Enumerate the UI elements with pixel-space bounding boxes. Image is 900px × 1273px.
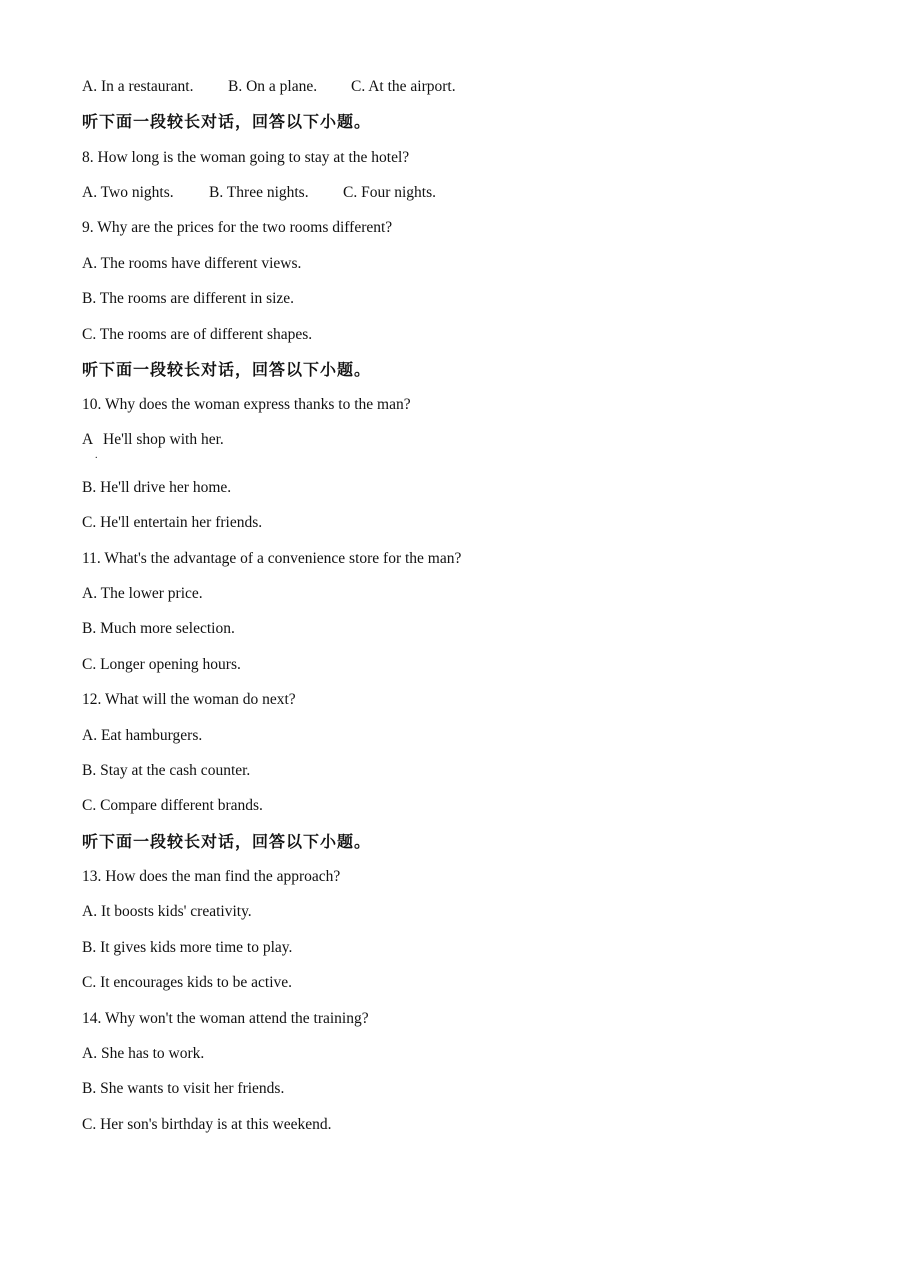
q12-question: 12. What will the woman do next? xyxy=(82,691,296,708)
q12-option-a: A. Eat hamburgers. xyxy=(82,727,203,744)
q14-option-c: C. Her son's birthday is at this weekend. xyxy=(82,1116,332,1133)
q9-option-c: C. The rooms are of different shapes. xyxy=(82,326,313,343)
q8-option-c: C. Four nights. xyxy=(343,184,437,201)
q9-question: 9. Why are the prices for the two rooms different? xyxy=(82,219,393,236)
q11-option-c: C. Longer opening hours. xyxy=(82,656,241,673)
q10-question: 10. Why does the woman express thanks to the man? xyxy=(82,396,411,413)
q10-option-c: C. He'll entertain her friends. xyxy=(82,514,263,531)
q14-question: 14. Why won't the woman attend the training? xyxy=(82,1010,369,1027)
q12-option-b: B. Stay at the cash counter. xyxy=(82,762,251,779)
q8-options-row xyxy=(82,183,437,203)
q13-option-b: B. It gives kids more time to play. xyxy=(82,939,293,956)
q14-option-a: A. She has to work. xyxy=(82,1045,205,1062)
q8-option-a: A. Two nights. xyxy=(82,184,174,201)
q10-stray-dot: . xyxy=(95,450,98,461)
q8-option-b: B. Three nights. xyxy=(209,184,309,201)
q9-option-b: B. The rooms are different in size. xyxy=(82,290,295,307)
q7-option-a: A. In a restaurant. xyxy=(82,78,194,95)
q10-option-a xyxy=(82,430,224,450)
q9-option-a: A. The rooms have different views. xyxy=(82,255,302,272)
q7-option-c: C. At the airport. xyxy=(351,78,456,95)
section-heading-1: 听下面一段较长对话，回答以下小题。 xyxy=(82,112,372,131)
q10-option-a-letter: A xyxy=(82,431,94,448)
q13-option-c: C. It encourages kids to be active. xyxy=(82,974,293,991)
q10-option-a-text: He'll shop with her. xyxy=(103,431,224,448)
q12-option-c: C. Compare different brands. xyxy=(82,797,263,814)
q10-option-b: B. He'll drive her home. xyxy=(82,479,232,496)
q11-question: 11. What's the advantage of a convenience store for the man? xyxy=(82,550,462,567)
q11-option-b: B. Much more selection. xyxy=(82,620,235,637)
q13-question: 13. How does the man find the approach? xyxy=(82,868,341,885)
section-heading-2: 听下面一段较长对话，回答以下小题。 xyxy=(82,360,372,379)
q8-question: 8. How long is the woman going to stay at the hotel? xyxy=(82,149,410,166)
q11-option-a: A. The lower price. xyxy=(82,585,203,602)
q7-options-row xyxy=(82,77,456,97)
q7-option-b: B. On a plane. xyxy=(228,78,318,95)
section-heading-3: 听下面一段较长对话，回答以下小题。 xyxy=(82,832,372,851)
q13-option-a: A. It boosts kids' creativity. xyxy=(82,903,252,920)
q14-option-b: B. She wants to visit her friends. xyxy=(82,1080,285,1097)
